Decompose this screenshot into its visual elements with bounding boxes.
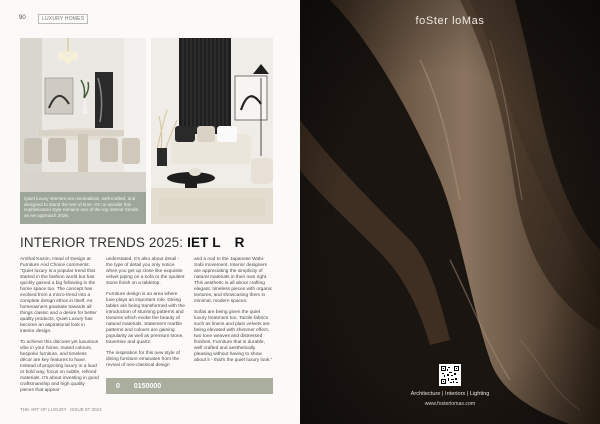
dining-room-photo bbox=[20, 38, 146, 192]
brand-logo: foSter loMas bbox=[415, 15, 485, 27]
advert-page bbox=[300, 0, 600, 424]
paragraph: Sofas are being given the quiet luxury treatment too. Tactile fabrics such as linens and plain velvets are being elevated with shimmer effect, two tone weaves and distressed finishes. Furniture that is durable, well crafted and aesthetically pleasing without having to show about it - that's the quiet luxury look." bbox=[194, 310, 273, 363]
footer-issue: ISSUE 87 2024 bbox=[70, 407, 102, 412]
paragraph: The inspiration for this new style of dining furniture emanates from the revival of neo-classical design bbox=[106, 351, 180, 368]
section-tag: LUXURY HOMES bbox=[38, 14, 88, 24]
page-number: 90 bbox=[19, 15, 26, 21]
body-column-1 bbox=[20, 257, 99, 399]
paragraph: Amthal Kazim, Head of Design at Furniture And Choice comments: "Quiet luxury is a popular trend that started in the fashion world but has quickly gained a big following in the home space too. The concept has evolved from a micro-trend into a complete design ethos in itself. As homeowners gravitate towards all things classic and a desire for better quality products, Quiet Luxury has become an aspirational look in interior design. bbox=[20, 257, 97, 334]
paragraph: Furniture design is an area where luxe plays an important role. Dining tables are being transformed with the introduction of stunning patterns and textures which evoke the beauty of natural materials. Statement marble patterns and colours are gaining popularity as well as premium stone, travertine and quartz. bbox=[106, 292, 185, 345]
pill-text-1: 0 bbox=[116, 382, 120, 390]
pill-text-2: 0150000 bbox=[133, 382, 162, 390]
body-column-3 bbox=[194, 257, 273, 369]
brand-tagline: Architecture | Interiors | Lighting bbox=[410, 391, 490, 397]
article-headline bbox=[20, 235, 245, 250]
footer-magazine-name: THE ART OF LUXURY bbox=[20, 407, 67, 412]
paragraph: and a nod to the Japanese Wabi-Sabi movement. Interior designers are appreciating the simplicity of natural materials in their own right. This aesthetic is all about crafting elegant, timeless pieces with organic textures, and showcasing them in minimal, modern spaces. bbox=[194, 257, 273, 304]
headline-text: INTERIOR TRENDS 2025: bbox=[20, 235, 184, 250]
paragraph: understated. It's also about detail - the type of detail you only notice when you get up close like exquisite velvet piping on a sofa or the opulent stone finish on a tabletop. bbox=[106, 257, 185, 286]
paragraph: To achieve this discreet yet luxurious vibe in your home, muted colours, bespoke furniture, and timeless décor are key features to have. Instead of projecting luxury in a loud or bold way, focus on subtle, refined materials. It's about investing in good craftsmanship and high quality pieces that appear bbox=[20, 340, 99, 393]
brand-website: www.fosterlomas.com bbox=[424, 401, 476, 407]
headline-bold-2: R bbox=[234, 235, 245, 250]
living-room-photo bbox=[151, 38, 273, 224]
highlight-pill bbox=[106, 378, 273, 394]
qr-code-icon bbox=[439, 364, 461, 386]
driftwood-sculpture-photo bbox=[300, 0, 600, 424]
image-caption: Quiet luxury interiors are minimalistic, well-crafted, and designed to stand the test of time. It's no wonder this sophisticated style remains one of the top interior trends as we approach 2025. bbox=[20, 192, 146, 224]
body-column-2 bbox=[106, 257, 185, 374]
headline-bold-1: IET L bbox=[187, 235, 221, 250]
